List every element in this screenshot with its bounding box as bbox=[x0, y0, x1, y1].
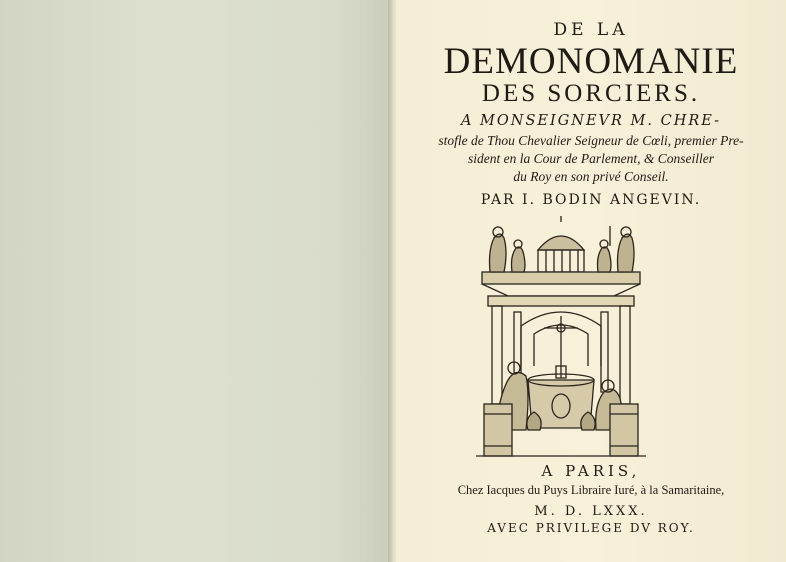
imprint-place: A PARIS, bbox=[541, 462, 641, 480]
dedication-line-3: sident en la Cour de Parlement, & Conseiller bbox=[468, 151, 714, 166]
title-line-de-la: DE LA bbox=[553, 20, 629, 40]
blank-left-page bbox=[0, 0, 392, 562]
fountain-engraving bbox=[468, 216, 654, 460]
imprint-year: M. D. LXXX. bbox=[534, 504, 648, 519]
royal-privilege: AVEC PRIVILEGE DV ROY. bbox=[487, 521, 695, 535]
title-line-demonomanie: DEMONOMANIE bbox=[443, 41, 739, 82]
dedication-line-2: stofle de Thou Chevalier Seigneur de Cœli, premier Pre- bbox=[438, 133, 744, 148]
dedication-line-4: du Roy en son privé Conseil. bbox=[513, 169, 669, 184]
dedication-line-1: A MONSEIGNEVR M. CHRE- bbox=[460, 113, 722, 129]
imprint-publisher: Chez Iacques du Puys Libraire Iuré, à la Samaritaine, bbox=[457, 483, 725, 497]
author-line: PAR I. BODIN ANGEVIN. bbox=[480, 192, 702, 208]
title-line-des-sorciers: DES SORCIERS. bbox=[481, 80, 701, 107]
